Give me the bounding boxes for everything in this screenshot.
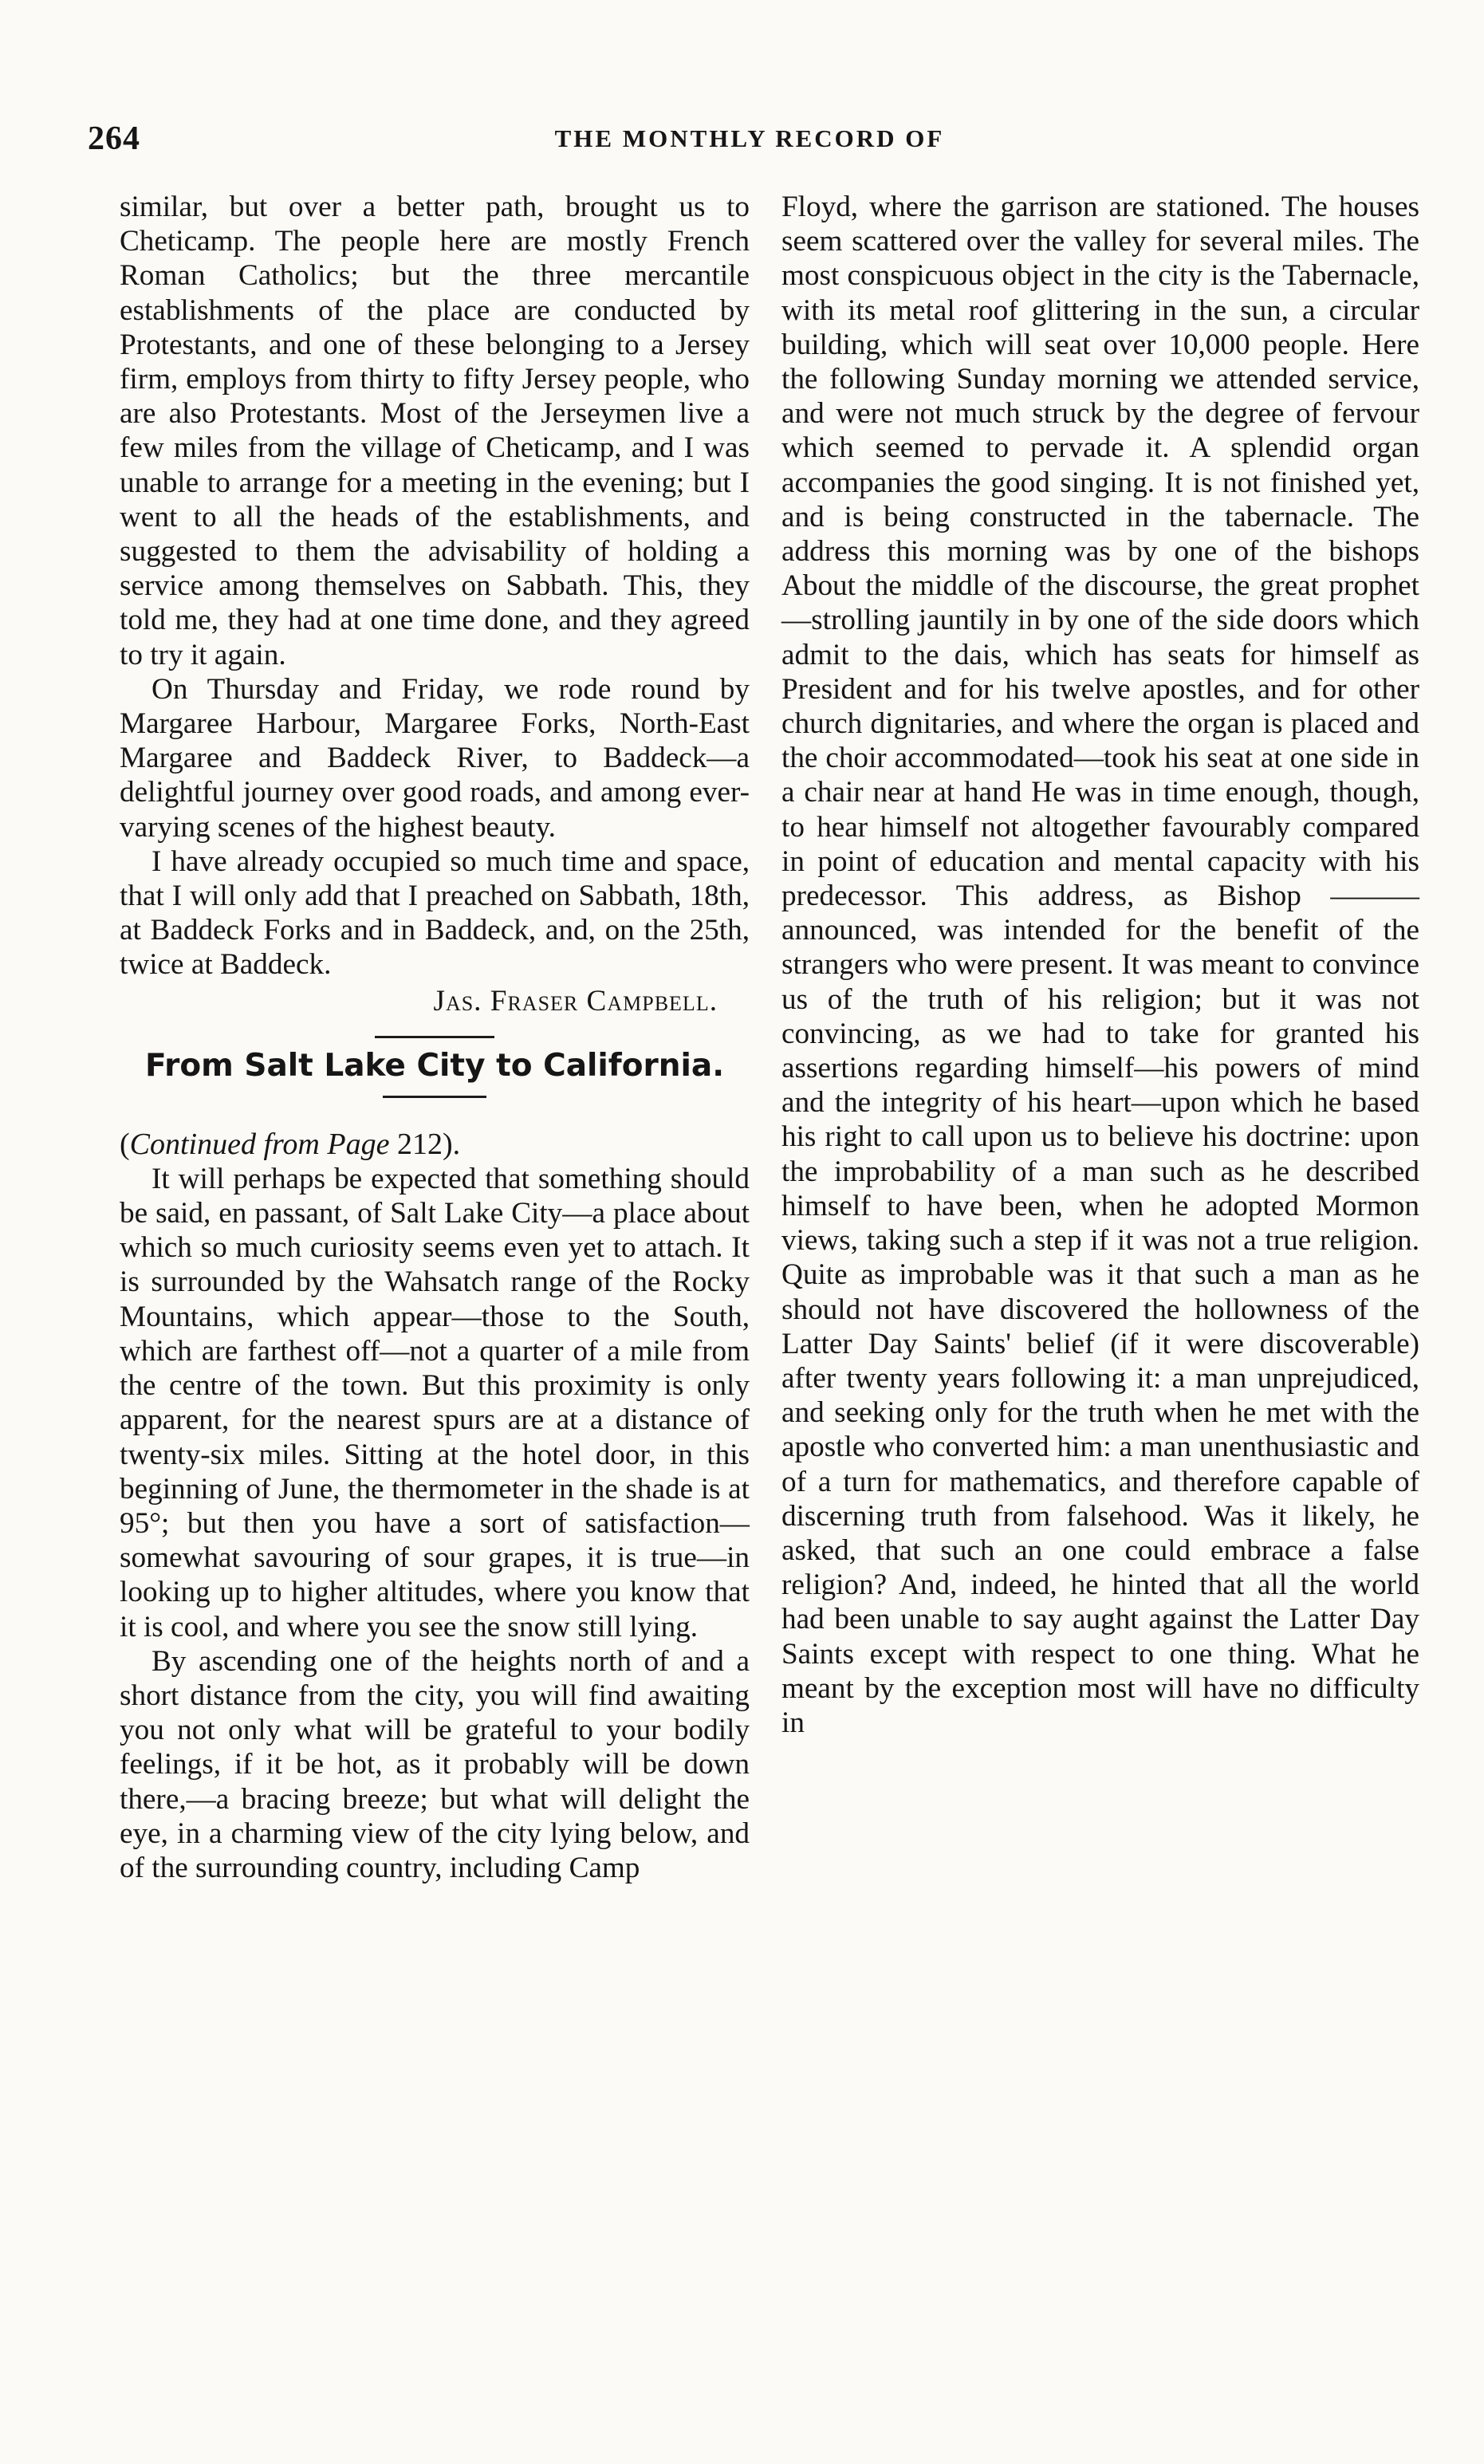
page-number: 264	[88, 120, 140, 157]
continued-note: (Continued from Page 212).	[120, 1127, 461, 1161]
paragraph: It will perhaps be expected that something should be said, en passant, of Salt Lake City—a place about which so much curiosity seems even yet to attach. It is surrounded by the Wahsatch range of the Rocky Mountains, which appear—those to the South, which are farthest off—not a quarter of a mile from the centre of the town. But this proximity is only apparent, for the nearest spurs are at a distance of twenty-six miles. Sitting at the hotel door, in this beginning of June, the thermometer in the shade is at 95°; but then you have a sort of satisfaction—somewhat savouring of sour grapes, it is true—in looking up to higher altitudes, where you know that it is cool, and where you see the snow still lying.	[120, 1162, 750, 1643]
continued-page: 212	[396, 1127, 443, 1161]
paragraph: By ascending one of the heights north of and a short distance from the city, you will find awaiting you not only what will be grateful to your bodily feelings, if it be hot, as it probably will be down there,—a bracing breeze; but what will delight the eye, in a charming view of the city lying below, and of the surrounding country, including Camp	[120, 1644, 750, 1884]
running-title: THE MONTHLY RECORD OF	[554, 124, 945, 152]
section-title: From Salt Lake City to California.	[144, 1047, 725, 1084]
paragraph: Floyd, where the garrison are stationed. The houses seem scattered over the valley for several miles. The most conspicuous object in the city is the Tabernacle, with its metal roof glittering in the sun, a circular building, which will seat over 10,000 people. Here the following Sunday morning we attended service, and were not much struck by the degree of fervour which seemed to pervade it. A splendid organ accompanies the good singing. It is not finished yet, and is being constructed in the tabernacle. The address this morning was by one of the bishops About the middle of the discourse, the great prophet—strolling jauntily in by one of the side doors which admit to the dais, which has seats for himself as President and for his twelve apostles, and for other church dignitaries, and where the organ is placed and the choir accommodated—took his seat at one side in a chair near at hand He was in time enough, though, to hear himself not altogether favourably compared in point of education and mental capacity with his predecessor. This address, as Bishop ——— announced, was intended for the benefit of the strangers who were present. It was meant to convince us of the truth of his religion; but it was not convincing, as we had to take for granted his assertions regarding himself—his powers of mind and the integrity of his heart—upon which he based his right to call upon us to believe his doctrine: upon the improbability of a man such as he described himself to have been, when he adopted Mormon views, taking such a step if it was not a true religion. Quite as improbable was it that such a man as he should not have discovered the hollowness of the Latter Day Saints' belief (if it were discoverable) after twenty years following it: a man unprejudiced, and seeking only for the truth when he met with the apostle who converted him: a man unenthusiastic and of a turn for mathematics, and therefore capable of discerning truth from falsehood. Was it likely, he asked, that such an one could embrace a false religion? And, indeed, he hinted that all the world had been unable to say aught against the Latter Day Saints except with respect to one thing. What he meant by the exception most will have no difficulty in	[781, 191, 1419, 1739]
paragraph: similar, but over a better path, brought us to Cheticamp. The people here are mostly French Roman Catholics; but the three mercantile establishments of the place are conducted by Protestants, and one of these belonging to a Jersey firm, employs from thirty to fifty Jersey people, who are also Protestants. Most of the Jerseymen live a few miles from the village of Cheticamp, and I was unable to arrange for a meeting in the evening; but I went to all the heads of the establishments, and suggested to them the advisability of holding a service among themselves on Sabbath. This, they told me, they had at one time done, and they agreed to try it again.	[120, 191, 750, 671]
left-column	[120, 190, 750, 1885]
paragraph: On Thursday and Friday, we rode round by Margaree Harbour, Margaree Forks, North-East Margaree and Baddeck River, to Baddeck—a delightful journey over good roads, and among ever-varying scenes of the highest beauty.	[120, 672, 750, 844]
right-column	[781, 190, 1419, 1740]
author-signature: Jas. Fraser Campbell.	[433, 984, 718, 1017]
continued-text: Continued from Page	[129, 1127, 390, 1161]
page-header	[88, 120, 1411, 167]
title-underline	[383, 1096, 486, 1098]
paragraph: I have already occupied so much time and space, that I will only add that I preached on Sabbath, 18th, at Baddeck Forks and in Baddeck, and, on the 25th, twice at Baddeck.	[120, 844, 750, 982]
section-divider	[375, 1036, 494, 1038]
